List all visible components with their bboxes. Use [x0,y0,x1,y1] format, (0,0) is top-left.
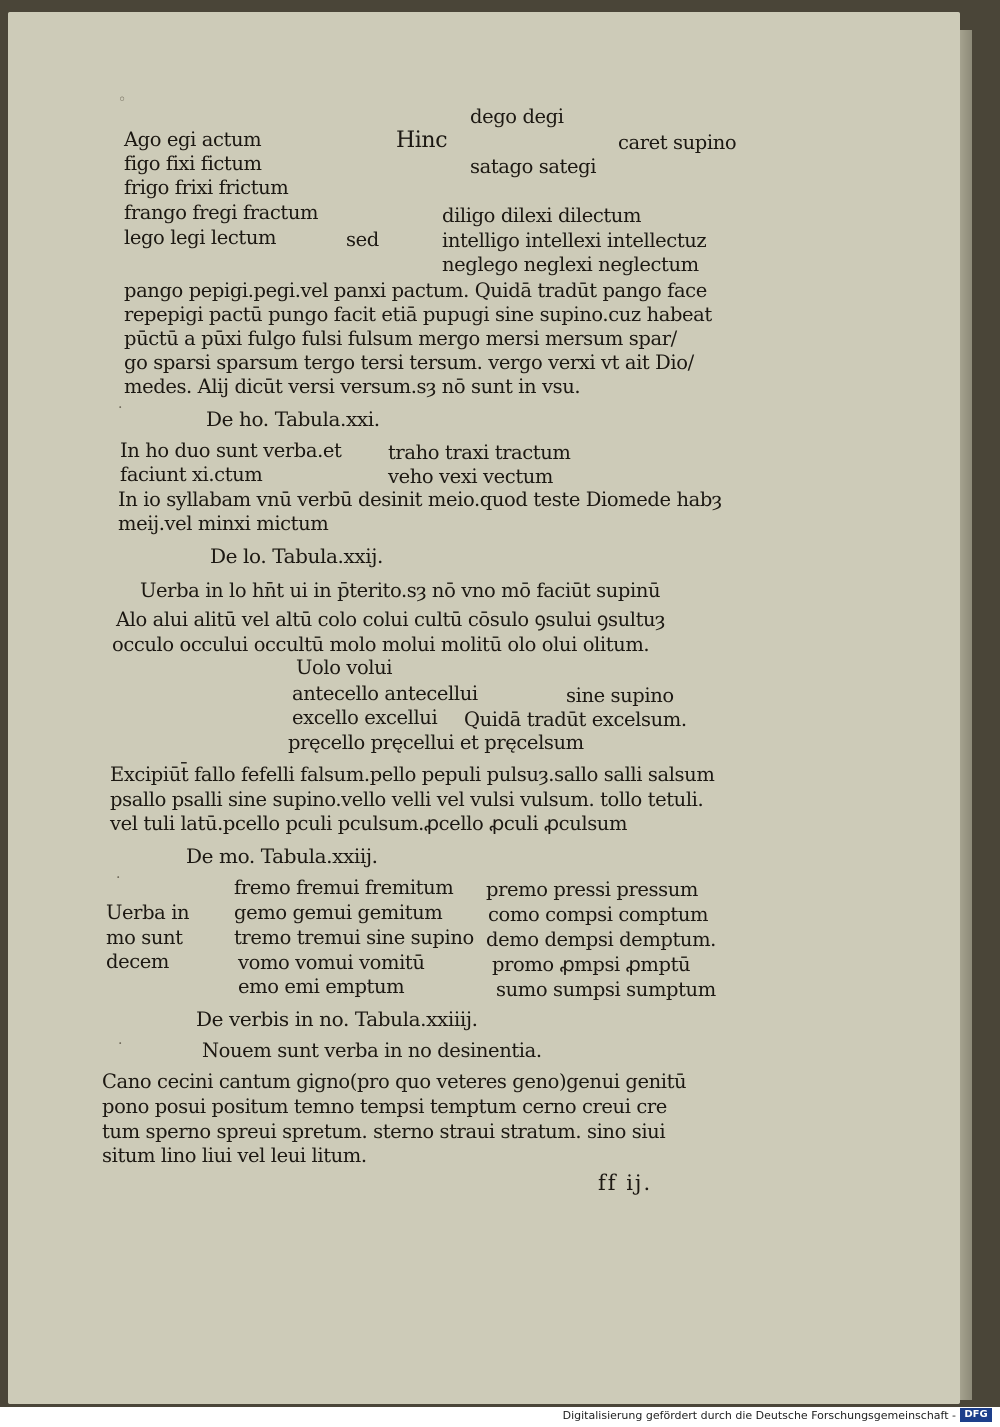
verb-line: intelligo intellexi intellectuz [442,229,707,252]
section-heading: De ho. Tabula.xxi. [206,407,380,431]
text-line: tum sperno spreui spretum. sterno straui stratum. sino siui [102,1120,666,1143]
verb-line: lego legi lectum [124,226,277,249]
margin-label: mo sunt [106,926,183,949]
text-line: occulo occului occultū molo molui molitū olo olui olitum. [112,633,650,656]
text-line: repepigi pactū pungo facit etiā pupugi sine supino.cuz habeat [124,303,712,326]
verb-line: como compsi comptum [488,903,709,926]
verb-line: neglego neglexi neglectum [442,253,699,276]
verb-line: tremo tremui sine supino [234,926,474,949]
margin-speck: · [118,400,123,416]
verb-line: caret supino [618,131,737,154]
verb-line: Hinc [396,128,448,153]
verb-line: gemo gemui gemitum [234,901,443,924]
text-line: go sparsi sparsum tergo tersi tersum. vergo verxi vt ait Dio/ [124,351,694,374]
footer-credit: Digitalisierung gefördert durch die Deutsche Forschungsgemeinschaft - [562,1409,956,1422]
verb-line: Uolo volui [296,656,393,679]
verb-line: promo ꝓmpsi ꝓmptū [492,953,691,976]
verb-line: frango fregi fractum [124,201,319,224]
text-line: Uerba in lo hn̄t ui in p̄terito.sȝ nō vno mō faciūt supinū [140,579,661,602]
signature-mark: ff ij. [598,1171,653,1195]
verb-line: Quidā tradūt excelsum. [464,708,687,731]
verb-line: faciunt xi.ctum [120,463,263,486]
verb-line: In ho duo sunt verba.et [120,439,342,462]
verb-line: dego degi [470,105,564,128]
verb-line: emo emi emptum [238,975,405,998]
verb-line: Ago egi actum [124,128,262,151]
margin-speck: · [118,1036,123,1052]
text-line: situm lino liui vel leui litum. [102,1144,367,1167]
text-line: Alo alui alitū vel altū colo colui cultū cōsulo ꝯsului ꝯsultuȝ [116,608,665,631]
verb-line: frigo frixi frictum [124,176,289,199]
verb-line: veho vexi vectum [388,465,554,488]
verb-line: antecello antecellui [292,682,478,705]
verb-line: premo pressi pressum [486,878,698,901]
verb-line: diligo dilexi dilectum [442,204,642,227]
margin-label: decem [106,950,169,973]
text-line: In io syllabam vnū verbū desinit meio.quod teste Diomede habȝ [118,488,722,511]
text-line: medes. Alij dicūt versi versum.sȝ nō sunt in vsu. [124,375,581,398]
margin-speck: ◦ [118,92,127,108]
verb-line: sed [346,228,379,251]
verb-line: demo dempsi demptum. [486,928,716,951]
section-heading: De verbis in no. Tabula.xxiiij. [196,1007,478,1031]
section-heading: De lo. Tabula.xxij. [210,544,384,568]
text-line: Nouem sunt verba in no desinentia. [202,1039,542,1062]
verb-line: fremo fremui fremitum [234,876,454,899]
verb-line: figo fixi fictum [124,152,262,175]
verb-line: sine supino [566,684,674,707]
text-line: Cano cecini cantum gigno(pro quo veteres geno)genui genitū [102,1070,687,1093]
verb-line: traho traxi tractum [388,441,571,464]
verb-line: pręcello pręcellui et pręcelsum [288,731,584,754]
margin-speck: · [116,870,121,886]
text-line: pono posui positum temno tempsi temptum cerno creui cre [102,1095,667,1118]
verb-line: vomo vomui vomitū [238,951,425,974]
verb-line: satago sategi [470,155,597,178]
text-line: psallo psalli sine supino.vello velli vel vulsi vulsum. tollo tetuli. [110,788,704,811]
text-line: pūctū a pūxi fulgo fulsi fulsum mergo mersi mersum spar/ [124,327,677,350]
section-heading: De mo. Tabula.xxiij. [186,844,378,868]
text-line: vel tuli latū.pcello pculi pculsum.ꝓcello ꝓculi ꝓculsum [110,812,628,835]
text-line: Excipiūt̄ fallo fefelli falsum.pello pepuli pulsuȝ.sallo salli salsum [110,763,715,786]
text-line: meij.vel minxi mictum [118,512,329,535]
verb-line: sumo sumpsi sumptum [496,978,716,1001]
verb-line: excello excellui [292,706,438,729]
text-line: pango pepigi.pegi.vel panxi pactum. Quidā tradūt pango face [124,279,707,302]
dfg-logo: DFG [960,1408,992,1422]
margin-label: Uerba in [106,901,190,924]
